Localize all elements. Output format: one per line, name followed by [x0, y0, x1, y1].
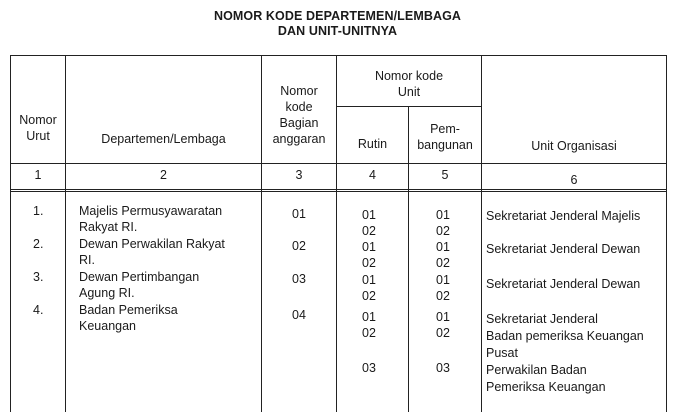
document-title-line-1: NOMOR KODE DEPARTEMEN/LEMBAGA [213, 9, 462, 23]
header-nomor-urut: Nomor Urut [19, 113, 57, 143]
column-number-6: 6 [570, 173, 578, 187]
document-title-line-2: DAN UNIT-UNITNYA [277, 24, 398, 38]
column-divider-5 [481, 55, 482, 412]
row-rutin-code-extra: 03 [362, 361, 376, 375]
row-number: 1. [33, 204, 44, 218]
row-bagian-code: 02 [292, 239, 306, 253]
row-unit-organisasi: Sekretariat Jenderal Majelis [486, 209, 641, 223]
table-left-border [10, 55, 11, 412]
header-nomor-kode-unit: Nomor kode Unit [374, 69, 444, 99]
row-rutin-codes: 01 02 [362, 273, 376, 303]
row-bagian-code: 01 [292, 207, 306, 221]
column-number-5: 5 [441, 168, 449, 182]
column-number-2: 2 [160, 168, 167, 182]
row-rutin-codes: 01 02 [362, 310, 376, 340]
row-unit-organisasi: Sekretariat Jenderal Badan pemeriksa Keuangan Pusat Perwakilan Badan Pemeriksa Keuangan [486, 312, 644, 394]
row-rutin-codes: 01 02 [362, 240, 376, 270]
row-pembangunan-code-extra: 03 [436, 361, 450, 375]
row-unit-organisasi: Sekretariat Jenderal Dewan [486, 277, 641, 291]
column-number-divider [10, 189, 667, 190]
column-divider-1 [65, 55, 66, 412]
row-departemen: Majelis Permusyawaratan Rakyat RI. [79, 204, 223, 234]
row-number: 3. [33, 270, 44, 284]
row-departemen: Dewan Perwakilan Rakyat RI. [79, 237, 225, 267]
column-number-4: 4 [369, 168, 376, 182]
row-pembangunan-codes: 01 02 [436, 273, 450, 303]
row-number: 2. [33, 237, 44, 251]
row-unit-organisasi: Sekretariat Jenderal Dewan [486, 242, 641, 256]
row-departemen: Badan Pemeriksa Keuangan [79, 303, 178, 333]
header-pembangunan: Pem- bangunan [417, 122, 473, 152]
row-number: 4. [33, 303, 44, 317]
row-bagian-code: 03 [292, 272, 306, 286]
row-departemen: Dewan Pertimbangan Agung RI. [79, 270, 200, 300]
header-bottom-border [10, 163, 667, 164]
table-top-border [10, 55, 667, 56]
header-nomor-kode-bagian: Nomor kode Bagian anggaran [272, 84, 326, 146]
row-pembangunan-codes: 01 02 [436, 310, 450, 340]
header-rutin: Rutin [357, 137, 388, 151]
row-pembangunan-codes: 01 02 [436, 240, 450, 270]
row-bagian-code: 04 [292, 308, 306, 322]
column-number-1: 1 [34, 168, 42, 182]
table-right-border [666, 55, 667, 412]
column-number-divider-2 [10, 191, 667, 192]
header-unit-organisasi: Unit Organisasi [531, 139, 617, 153]
row-pembangunan-codes: 01 02 [436, 208, 450, 238]
row-rutin-codes: 01 02 [362, 208, 376, 238]
header-departemen: Departemen/Lembaga [101, 132, 226, 146]
column-number-3: 3 [295, 168, 303, 182]
